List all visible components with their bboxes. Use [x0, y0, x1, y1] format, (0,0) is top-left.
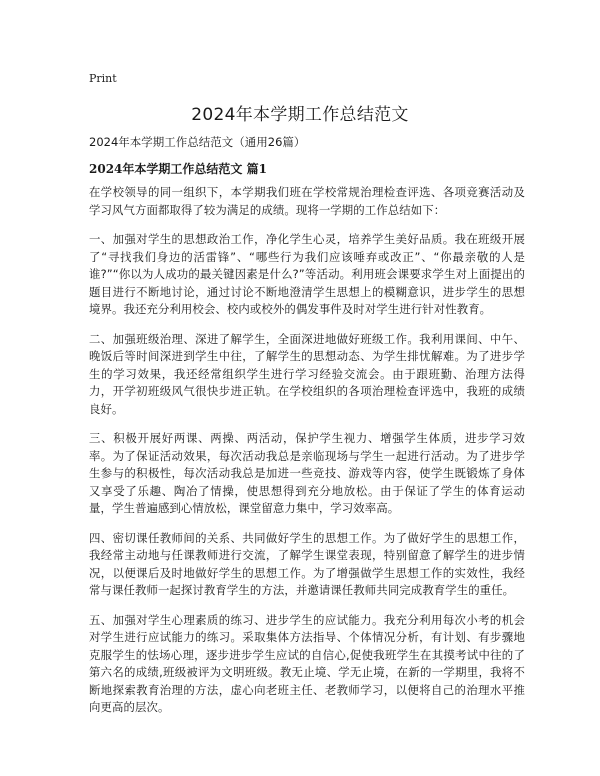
paragraph-1: 一、加强对学生的思想政治工作，净化学生心灵，培养学生美好品质。我在班级开展了“寻找我们身边的活雷锋”、“哪些行为我们应该唾弃或改正”、“你最亲敬的人是谁?”“你以为人成功的最关键因素是什么?”等活动。利用班会课要求学生对上面提出的题目进行不断地讨论，通过讨论不断地澄清学生思想上的模糊意识，进步学生的思想境界。我还充分利用校会、校内或校外的偶发事件及时对学生进行针对性教育。 — [89, 232, 525, 316]
paragraph-2: 二、加强班级治理、深进了解学生，全面深进地做好班级工作。我利用课间、中午、晚饭后等时间深进到学生中往，了解学生的思想动态、为学生排忧解难。为了进步学生的学习效果，我还经常组织学生进行学习经验交流会。由于跟班勤、治理方法得力，开学初班级风气很快步进正轨。在学校组织的各项治理检查评选中，我班的成绩良好。 — [89, 331, 525, 416]
section-heading: 2024年本学期工作总结范文 篇1 — [89, 162, 267, 176]
paragraph-4: 四、密切课任教师间的关系、共同做好学生的思想工作。为了做好学生的思想工作，我经常主动地与任课教师进行交流，了解学生课堂表现，特别留意了解学生的进步情况，以便课后及时地做好学生的思想工作。为了增强做学生思想工作的实效性，我经常与课任教师一起探讨教育学生的方法，并邀请课任教师共同完成教育学生的重任。 — [89, 530, 525, 597]
paragraph-5: 五、加强对学生心理素质的练习、进步学生的应试能力。我充分利用每次小考的机会对学生进行应试能力的练习。采取集体方法指导、个体情况分析，有计划、有步骤地克服学生的怯场心理，逐步进步学生应试的自信心,促使我班学生在其摸考试中往的了第六名的成绩,班级被评为文明班级。教无止境、学无止境，在新的一学期里，我将不断地探索教育治理的方法，虚心向老班主任、老教师学习，以便将自己的治理水平推向更高的层次。 — [89, 612, 525, 714]
print-link[interactable]: Print — [89, 72, 117, 85]
document-subtitle: 2024年本学期工作总结范文（通用26篇） — [89, 135, 306, 149]
paragraph-intro: 在学校领导的同一组织下，本学期我们班在学校常规治理检查评选、各项竞赛活动及学习风气方面都取得了较为满足的成绩。现将一学期的工作总结如下： — [89, 185, 525, 217]
document-body — [89, 184, 525, 729]
paragraph-3: 三、积极开展好两课、两操、两活动，保护学生视力、增强学生体质，进步学习效率。为了保证活动效果，每次活动我总是亲临现场与学生一起进行活动。为了进步学生参与的积极性，每次活动我总是加进一些竞技、游戏等内容，使学生既锻炼了身体又享受了乐趣、陶冶了情操，使思想得到充分地放松。由于保证了学生的体育运动量，学生普遍感到心情放松，课堂留意力集中，学习效率高。 — [89, 431, 525, 515]
page-title: 2024年本学期工作总结范文 — [191, 105, 409, 125]
